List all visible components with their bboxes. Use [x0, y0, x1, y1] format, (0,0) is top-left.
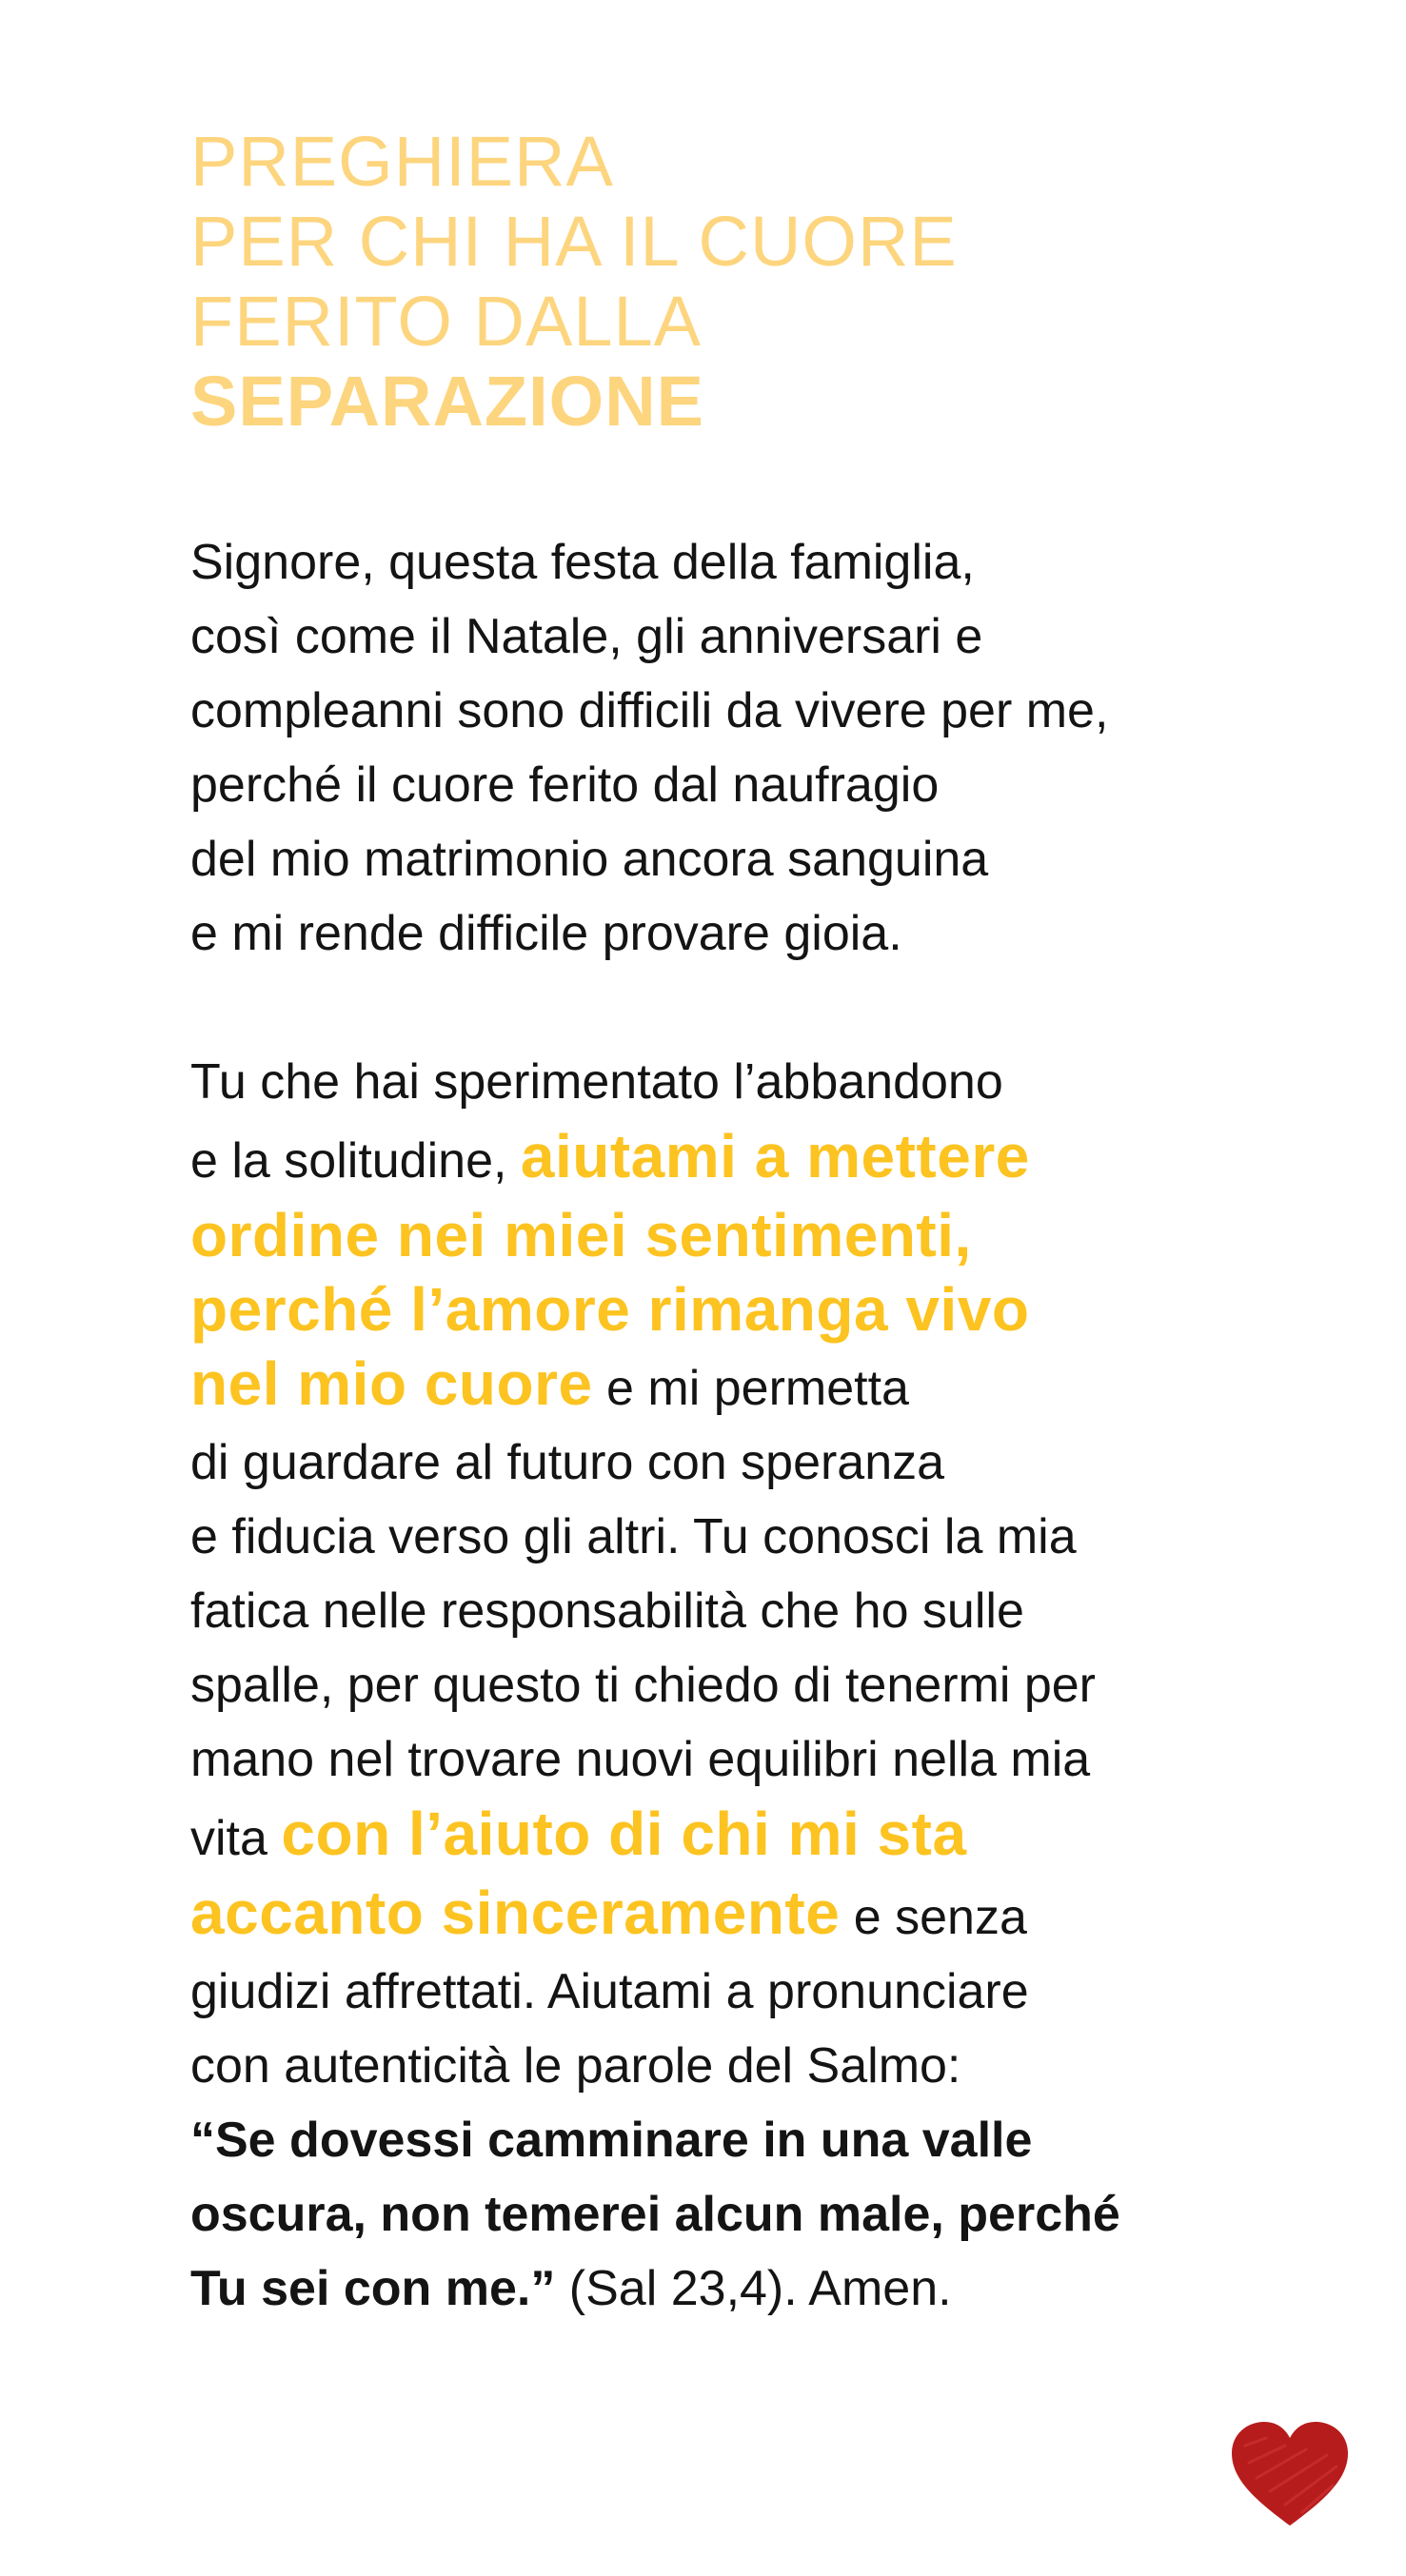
p1-line: e mi rende difficile provare gioia.: [190, 906, 902, 961]
psalm-quote-line: oscura, non temerei alcun male, perché: [190, 2187, 1120, 2242]
prayer-body: [190, 525, 1247, 2326]
prayer-title: [190, 122, 1238, 442]
title-line-4: SEPARAZIONE: [190, 362, 705, 441]
p1-line: Signore, questa festa della famiglia,: [190, 535, 975, 590]
p2-line: con autenticità le parole del Salmo:: [190, 2038, 961, 2094]
psalm-quote-line: Tu sei con me.”: [190, 2261, 556, 2316]
highlight-text: nel mio cuore: [190, 1349, 593, 1418]
paragraph-1: [190, 525, 1247, 971]
p2-line: mano nel trovare nuovi equilibri nella mia: [190, 1732, 1091, 1787]
p2-line: [190, 1347, 1247, 1426]
p2-text: e senza: [840, 1890, 1027, 1945]
highlight-text: con l’aiuto di chi mi sta: [281, 1799, 967, 1868]
p2-line: [190, 2252, 1247, 2326]
p1-line: così come il Natale, gli anniversari e: [190, 609, 983, 664]
highlight-text: ordine nei miei sentimenti,: [190, 1201, 972, 1269]
heart-shape: [1232, 2422, 1348, 2526]
p2-line: Tu che hai sperimentato l’abbandono: [190, 1054, 1003, 1110]
psalm-quote-line: “Se dovessi camminare in una valle: [190, 2113, 1033, 2168]
p2-line: e fiducia verso gli altri. Tu conosci la mia: [190, 1509, 1077, 1564]
p2-line: [190, 1119, 1247, 1198]
p1-line: compleanni sono difficili da vivere per me,: [190, 683, 1109, 738]
title-line-3: FERITO DALLA: [190, 282, 703, 361]
p1-line: perché il cuore ferito dal naufragio: [190, 757, 940, 813]
highlight-text: accanto sinceramente: [190, 1878, 841, 1947]
p2-line: di guardare al futuro con speranza: [190, 1435, 945, 1490]
psalm-reference: (Sal 23,4). Amen.: [555, 2261, 952, 2316]
p1-line: del mio matrimonio ancora sanguina: [190, 832, 989, 887]
highlight-text: aiutami a mettere: [520, 1122, 1030, 1190]
p2-line: spalle, per questo ti chiedo di tenermi per: [190, 1658, 1096, 1713]
title-line-2: PER CHI HA IL CUORE: [190, 202, 958, 281]
title-line-1: PREGHIERA: [190, 122, 614, 201]
p2-line: [190, 1797, 1247, 1876]
heart-icon: [1228, 2417, 1352, 2531]
p2-text: e mi permetta: [592, 1361, 909, 1416]
p2-line: giudizi affrettati. Aiutami a pronunciare: [190, 1964, 1029, 2019]
p2-text: e la solitudine,: [190, 1133, 521, 1189]
p2-line: fatica nelle responsabilità che ho sulle: [190, 1583, 1024, 1639]
paragraph-2: [190, 1045, 1247, 2326]
p2-line: [190, 1876, 1247, 1955]
highlight-text: perché l’amore rimanga vivo: [190, 1275, 1030, 1344]
p2-text: vita: [190, 1811, 282, 1866]
